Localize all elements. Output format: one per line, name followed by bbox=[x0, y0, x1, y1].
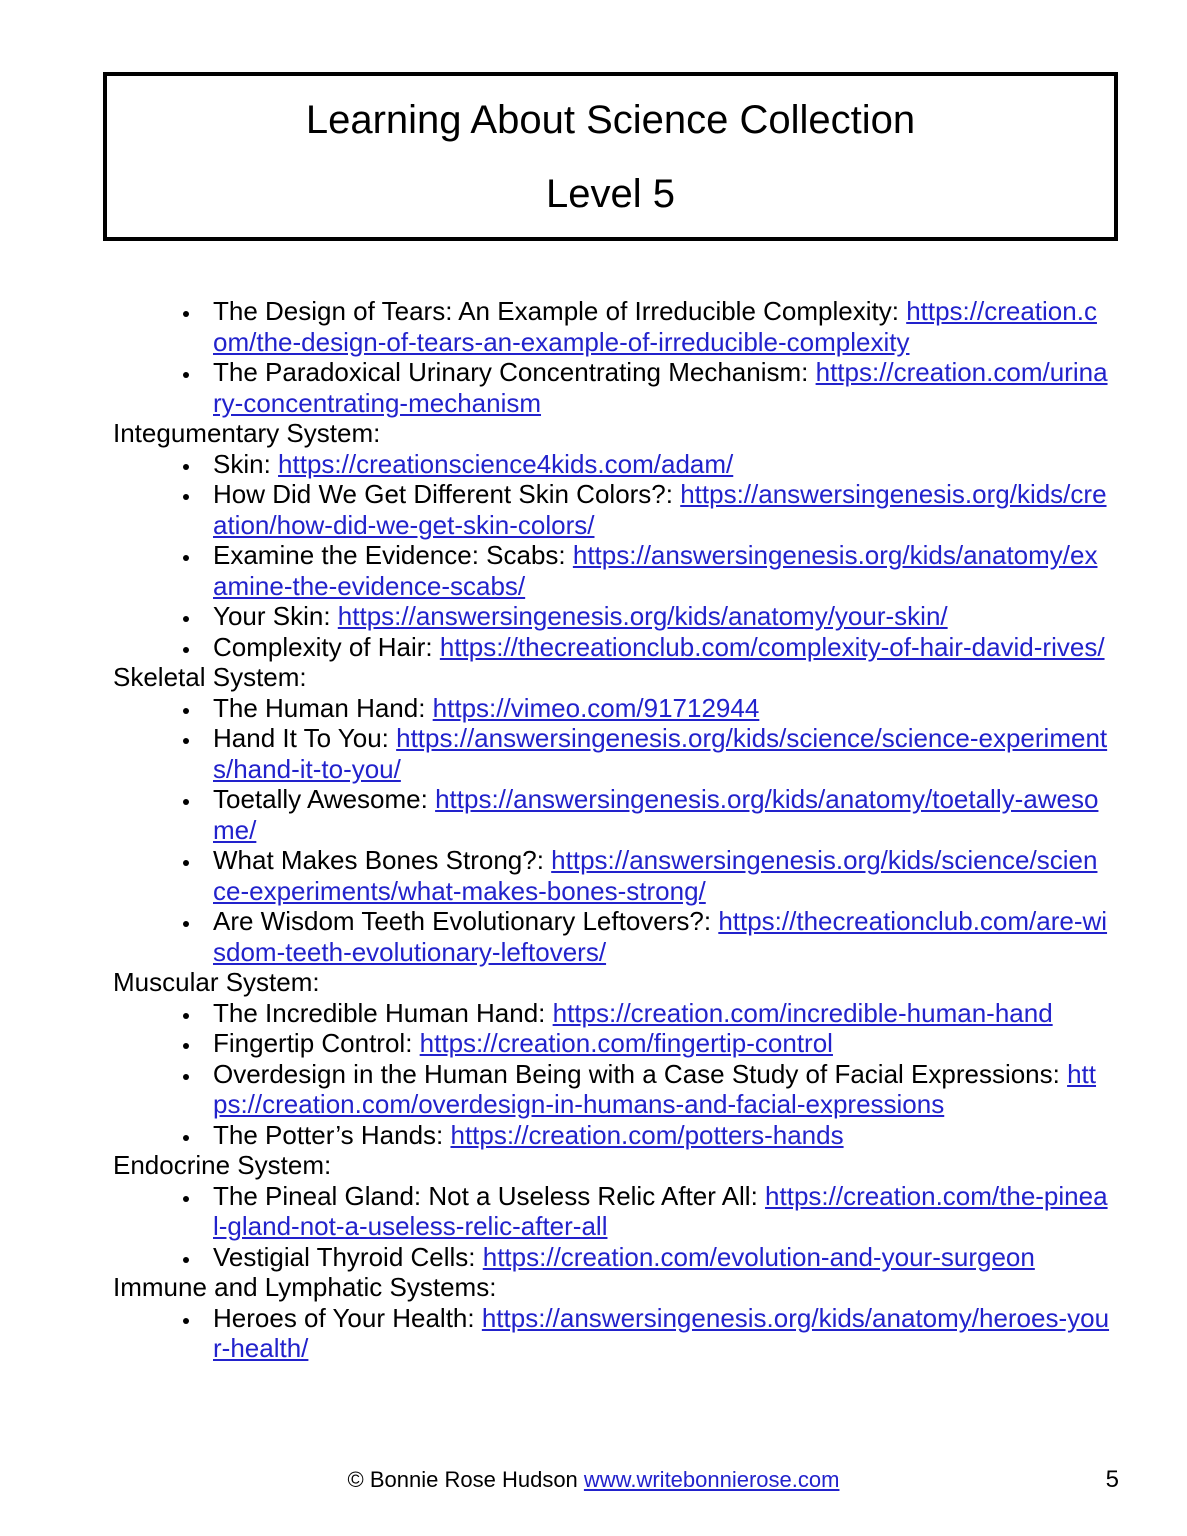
resource-link[interactable]: https://thecreationclub.com/complexity-of-hair-david-rives/ bbox=[439, 631, 1105, 662]
page-footer bbox=[0, 1466, 1187, 1506]
list-item bbox=[113, 601, 1110, 632]
page-number: 5 bbox=[1105, 1466, 1119, 1493]
list-item bbox=[113, 1181, 1110, 1242]
resource-link[interactable]: https://creation.com/urinary-concentrating-mechanism bbox=[213, 357, 1108, 418]
list-item bbox=[113, 723, 1110, 784]
section-heading: Endocrine System: bbox=[113, 1150, 332, 1180]
list-item bbox=[113, 784, 1110, 845]
resource-link[interactable]: https://answersingenesis.org/kids/anatomy/your-skin/ bbox=[337, 601, 948, 631]
resource-title: The Human Hand: bbox=[213, 692, 433, 723]
resource-title: The Potter’s Hands: bbox=[213, 1119, 451, 1150]
bullet-list bbox=[113, 998, 1110, 1151]
list-item bbox=[113, 449, 1110, 480]
resource-link[interactable]: https://creation.com/evolution-and-your-surgeon bbox=[482, 1241, 1035, 1272]
resource-link[interactable]: https://creation.com/potters-hands bbox=[450, 1119, 844, 1150]
resource-link[interactable]: https://answersingenesis.org/kids/anatomy/heroes-your-health/ bbox=[213, 1302, 1110, 1363]
resource-title: Hand It To You: bbox=[213, 723, 397, 753]
resource-link[interactable]: https://creation.com/the-design-of-tears-an-example-of-irreducible-complexity bbox=[213, 296, 1097, 357]
resource-title: How Did We Get Different Skin Colors?: bbox=[213, 479, 681, 509]
footer-website-link[interactable]: www.writebonnierose.com bbox=[583, 1467, 840, 1492]
resource-link[interactable]: https://creation.com/fingertip-control bbox=[419, 1028, 833, 1058]
resource-title: What Makes Bones Strong?: bbox=[213, 845, 552, 875]
footer-credit bbox=[0, 1466, 1187, 1494]
list-item bbox=[113, 1120, 1110, 1151]
resource-link[interactable]: https://answersingenesis.org/kids/science/science-experiments/what-makes-bones-strong/ bbox=[213, 845, 1098, 906]
list-item bbox=[113, 1303, 1110, 1364]
bullet-list bbox=[113, 1303, 1110, 1364]
resource-title: Toetally Awesome: bbox=[213, 784, 436, 814]
title-box bbox=[103, 72, 1118, 241]
section-heading: Skeletal System: bbox=[113, 662, 307, 692]
resource-link[interactable]: https://creation.com/the-pineal-gland-not-a-useless-relic-after-all bbox=[213, 1180, 1108, 1241]
resource-link[interactable]: https://answersingenesis.org/kids/science/science-experiments/hand-it-to-you/ bbox=[213, 723, 1108, 784]
list-item bbox=[113, 632, 1110, 663]
resource-title: Fingertip Control: bbox=[213, 1028, 420, 1058]
page-subtitle-level: Level 5 bbox=[546, 171, 675, 216]
resource-title: Examine the Evidence: Scabs: bbox=[213, 540, 573, 570]
resource-list bbox=[113, 296, 1110, 1364]
section-heading: Muscular System: bbox=[113, 967, 320, 997]
resource-title: The Incredible Human Hand: bbox=[213, 997, 553, 1028]
page-title: Learning About Science Collection bbox=[305, 97, 916, 142]
resource-link[interactable]: https://answersingenesis.org/kids/anatomy/toetally-awesome/ bbox=[213, 784, 1099, 845]
resource-title: Your Skin: bbox=[213, 601, 338, 631]
bullet-list bbox=[113, 449, 1110, 663]
list-item bbox=[113, 693, 1110, 724]
list-item bbox=[113, 998, 1110, 1029]
resource-link[interactable]: https://answersingenesis.org/kids/creation/how-did-we-get-skin-colors/ bbox=[213, 479, 1107, 540]
resource-link[interactable]: https://creation.com/overdesign-in-humans-and-facial-expressions bbox=[213, 1058, 1097, 1119]
list-item bbox=[113, 357, 1110, 418]
resource-title: Complexity of Hair: bbox=[213, 631, 440, 662]
resource-title: Overdesign in the Human Being with a Case Study of Facial Expressions: bbox=[213, 1058, 1068, 1089]
list-item bbox=[113, 1028, 1110, 1059]
resource-link[interactable]: https://creation.com/incredible-human-hand bbox=[552, 997, 1053, 1028]
resource-title: The Design of Tears: An Example of Irreducible Complexity: bbox=[213, 296, 907, 326]
list-item bbox=[113, 479, 1110, 540]
resource-link[interactable]: https://answersingenesis.org/kids/anatomy/examine-the-evidence-scabs/ bbox=[213, 540, 1098, 601]
resource-title: Skin: bbox=[213, 448, 279, 479]
resource-title: Vestigial Thyroid Cells: bbox=[213, 1241, 483, 1272]
resource-title: The Pineal Gland: Not a Useless Relic After All: bbox=[213, 1180, 766, 1211]
section-heading: Immune and Lymphatic Systems: bbox=[113, 1272, 497, 1302]
resource-link[interactable]: https://vimeo.com/91712944 bbox=[432, 692, 760, 723]
list-item bbox=[113, 1242, 1110, 1273]
resource-title: Are Wisdom Teeth Evolutionary Leftovers?: bbox=[213, 906, 719, 936]
list-item bbox=[113, 296, 1110, 357]
list-item bbox=[113, 540, 1110, 601]
footer-copyright-text: © Bonnie Rose Hudson bbox=[347, 1467, 584, 1492]
bullet-list bbox=[113, 296, 1110, 418]
resource-title: Heroes of Your Health: bbox=[213, 1302, 482, 1333]
list-item bbox=[113, 1059, 1110, 1120]
resource-link[interactable]: https://thecreationclub.com/are-wisdom-teeth-evolutionary-leftovers/ bbox=[213, 906, 1108, 967]
list-item bbox=[113, 906, 1110, 967]
list-item bbox=[113, 845, 1110, 906]
bullet-list bbox=[113, 1181, 1110, 1273]
section-heading: Integumentary System: bbox=[113, 418, 381, 448]
bullet-list bbox=[113, 693, 1110, 968]
resource-link[interactable]: https://creationscience4kids.com/adam/ bbox=[278, 448, 734, 479]
resource-title: The Paradoxical Urinary Concentrating Mechanism: bbox=[213, 357, 816, 387]
